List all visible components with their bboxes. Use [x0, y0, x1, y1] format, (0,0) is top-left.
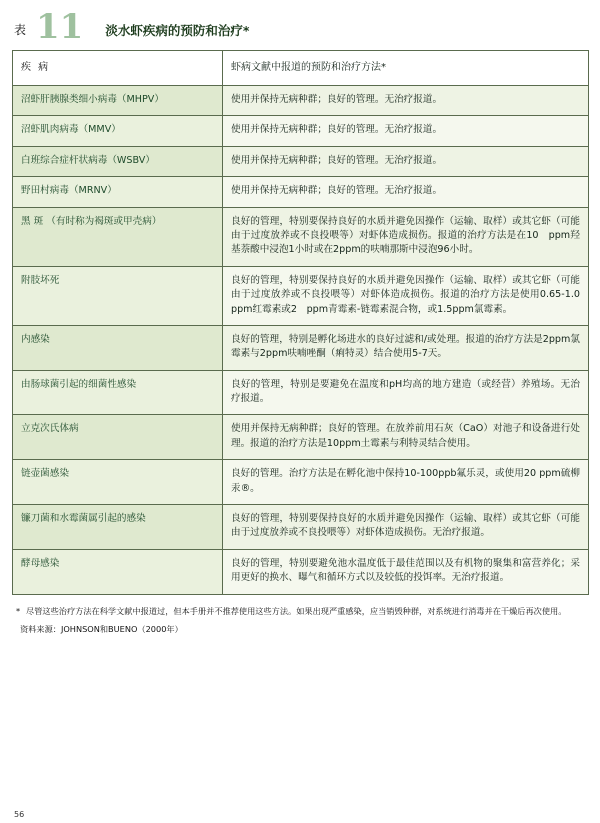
disease-cell — [13, 146, 223, 176]
table-row — [13, 415, 589, 460]
table-row — [13, 549, 589, 594]
disease-name: 立克次氏体病 — [21, 423, 79, 435]
table-row — [13, 370, 589, 415]
footnote-mark: * — [16, 605, 21, 616]
table-row — [13, 177, 589, 207]
treatment-cell: 良好的管理。治疗方法是在孵化池中保持10-100ppb氟乐灵，或使用20 ppm硫柳汞®。 — [223, 460, 589, 505]
disease-name: 野田村病毒（MRNV） — [21, 185, 117, 197]
disease-name: 沼虾肌肉病毒（MMV） — [21, 124, 121, 136]
disease-cell — [13, 116, 223, 146]
table-row — [13, 505, 589, 550]
table-body — [13, 51, 589, 595]
table-header — [12, 8, 588, 50]
source-line: 资料来源：JOHNSON和BUENO（2000年） — [20, 624, 183, 635]
footnote-text: 尽管这些治疗方法在科学文献中报道过，但本手册并不推荐使用这些方法。如果出现严重感染，应当销毁种群，对系统进行消毒并在干燥后再次使用。 — [26, 605, 567, 616]
disease-cell — [13, 549, 223, 594]
disease-name: 附肢坏死 — [21, 274, 60, 286]
disease-cell — [13, 415, 223, 460]
treatment-cell: 良好的管理，特别要保持良好的水质并避免因操作（运输、取样）或其它虾（可能由于过度放养或不良投喂等）对虾体造成损伤。无治疗报道。 — [223, 505, 589, 550]
treatment-cell: 使用并保持无病种群；良好的管理。无治疗报道。 — [223, 146, 589, 176]
disease-cell — [13, 460, 223, 505]
disease-name: 内感染 — [21, 333, 50, 345]
disease-name: 链壶菌感染 — [21, 468, 69, 480]
treatment-cell: 使用并保持无病种群；良好的管理。在放养前用石灰（CaO）对池子和设备进行处理。报道的治疗方法是10ppm土霉素与利特灵结合使用。 — [223, 415, 589, 460]
disease-cell — [13, 505, 223, 550]
disease-name: 由肠球菌引起的细菌性感染 — [21, 378, 137, 390]
treatment-cell: 良好的管理，特别要避免池水温度低于最佳范围以及有机物的聚集和富营养化；采用更好的换水、曝气和循环方式以及较低的投饵率。无治疗报道。 — [223, 549, 589, 594]
table-row — [13, 266, 589, 325]
table-label: 表 — [14, 23, 27, 37]
column-header-treatment: 虾病文献中报道的预防和治疗方法* — [223, 51, 589, 86]
disease-name: 沼虾肝胰腺类细小病毒（MHPV） — [21, 94, 164, 105]
disease-name: 白班综合症杆状病毒（WSBV） — [21, 154, 155, 166]
disease-cell — [13, 370, 223, 415]
disease-cell — [13, 177, 223, 207]
disease-cell — [13, 86, 223, 116]
disease-treatment-table — [12, 50, 589, 595]
treatment-cell: 使用并保持无病种群；良好的管理。无治疗报道。 — [223, 116, 589, 146]
table-row — [13, 146, 589, 176]
disease-name: 镰刀菌和水霉菌属引起的感染 — [21, 513, 146, 525]
disease-cell — [13, 325, 223, 370]
table-row — [13, 325, 589, 370]
disease-name: 酵母感染 — [21, 557, 60, 569]
table-row — [13, 116, 589, 146]
treatment-cell: 良好的管理，特别是要避免在温度和pH均高的地方建造（或经营）养殖场。无治疗报道。 — [223, 370, 589, 415]
footnotes — [12, 605, 588, 636]
disease-name: 黑 斑 （有时称为褐斑或甲壳病） — [21, 215, 162, 227]
footnote-row — [16, 605, 588, 618]
treatment-cell: 良好的管理，特别要保持良好的水质并避免因操作（运输、取样）或其它虾（可能由于过度放养或不良投喂等）对虾体造成损伤。报道的治疗方法是在10 ppm羟基萘酸中浸泡1小时或在2ppm的呋喃那斯中浸泡96小时。 — [223, 207, 589, 266]
treatment-cell: 使用并保持无病种群；良好的管理。无治疗报道。 — [223, 177, 589, 207]
treatment-cell: 使用并保持无病种群；良好的管理。无治疗报道。 — [223, 86, 589, 116]
treatment-cell: 良好的管理，特别是孵化场进水的良好过滤和/或处理。报道的治疗方法是2ppm氯霉素与2ppm呋喃唑酮（痢特灵）结合使用5-7天。 — [223, 325, 589, 370]
page-title: 淡水虾疾病的预防和治疗* — [105, 23, 250, 38]
treatment-cell: 良好的管理，特别要保持良好的水质并避免因操作（运输、取样）或其它虾（可能由于过度放养或不良投喂等）对虾体造成损伤。报道的治疗方法是使用0.65-1.0 ppm红霉素或2 ppm青霉素-链霉素混合物，或1.5ppm氯霉素。 — [223, 266, 589, 325]
table-number: 11 — [36, 7, 84, 47]
column-header-disease: 疾 病 — [13, 51, 223, 86]
disease-cell — [13, 266, 223, 325]
disease-cell — [13, 207, 223, 266]
table-row — [13, 207, 589, 266]
table-header-row — [13, 51, 589, 86]
table-row — [13, 86, 589, 116]
table-row — [13, 460, 589, 505]
page-number: 56 — [14, 810, 25, 819]
